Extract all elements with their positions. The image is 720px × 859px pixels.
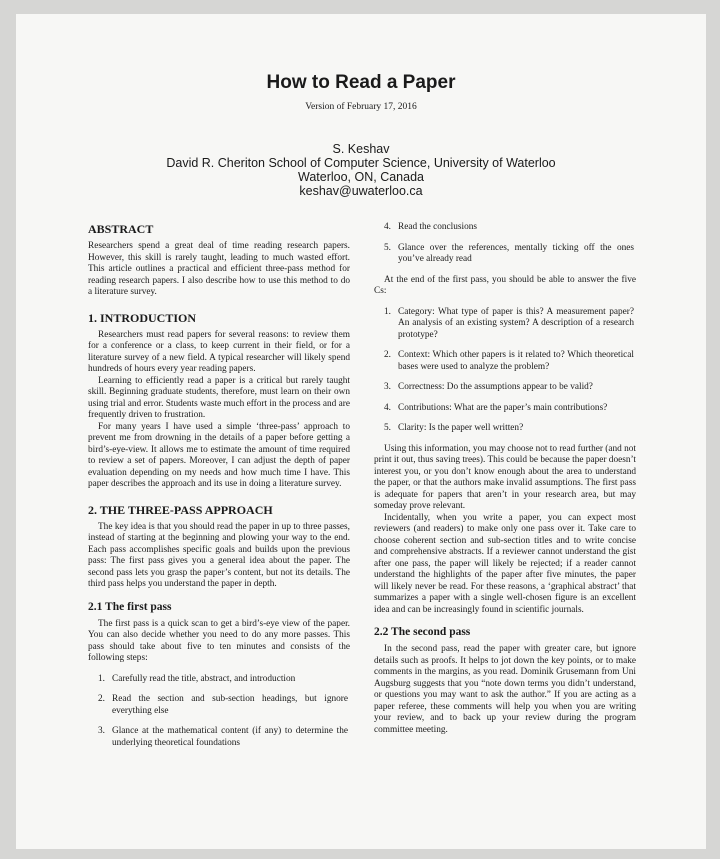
three-pass-heading: 2. THE THREE-PASS APPROACH [88, 502, 273, 517]
intro-paragraph-2: Learning to efficiently read a paper is a critical but rarely taught skill. Beginning graduate students, therefore, must learn on their own using trial and error. Students waste much effort in the process and are frequently driven to frustration. [88, 375, 350, 420]
five-cs-list [374, 307, 636, 435]
first-pass-paragraph-2: Using this information, you may choose not to read further (and not print it out, thus saving trees). This could be because the paper doesn’t interest you, or you don’t know enough about the area to understand the paper, or that the authors make invalid assumptions. The first pass is adequate for papers that aren’t in your research area, but may someday prove relevant. [374, 443, 636, 511]
list-item: 1. Carefully read the title, abstract, and introduction [98, 673, 296, 684]
intro-paragraph-3: For many years I have used a simple ‘three-pass’ approach to prevent me from drowning in the details of a paper before getting a bird’s-eye-view. It allows me to estimate the amount of time required to review a set of papers. Moreover, I can adjust the depth of paper evaluation depending on my needs and how much time I have. This paper describes the approach and its use in doing a literature survey. [88, 421, 350, 489]
list-item: 4. Contributions: What are the paper’s main contributions? [384, 402, 608, 413]
list-item: 1. Category: What type of paper is this? A measurement paper? An analysis of an existing system? A description of a research prototype? [384, 306, 634, 340]
abstract-heading: ABSTRACT [88, 222, 154, 236]
author-name: S. Keshav [332, 142, 390, 156]
right-column [374, 222, 636, 736]
first-pass-paragraph: The first pass is a quick scan to get a bird’s-eye view of the paper. You can also decide whether you need to do any more passes. This pass should take about five to ten minutes and consists of the following steps: [88, 618, 350, 663]
list-item: 3. Correctness: Do the assumptions appear to be valid? [384, 382, 593, 392]
author-location: Waterloo, ON, Canada [298, 170, 424, 184]
intro-paragraph-1: Researchers must read papers for several reasons: to review them for a conference or a class, to keep current in their field, or for a literature survey of a new field. A typical researcher will likely spend hundreds of hours every year reading papers. [88, 329, 350, 374]
list-item: 5. Glance over the references, mentally ticking off the ones you’ve already read [384, 242, 634, 264]
first-pass-steps-list [88, 674, 350, 750]
list-item: 3. Glance at the mathematical content (if any) to determine the underlying theoretical foundations [98, 726, 348, 748]
list-item: 4. Read the conclusions [384, 222, 478, 232]
second-pass-heading: 2.2 The second pass [374, 626, 471, 638]
three-pass-paragraph: The key idea is that you should read the paper in up to three passes, instead of starting at the beginning and plowing your way to the end. Each pass accomplishes specific goals and builds upon the previous pass: The first pass gives you a general idea about the paper. The second pass lets you grasp the paper’s content, but not its details. The third pass helps you understand the paper in depth. [88, 521, 350, 589]
first-pass-heading: 2.1 The first pass [88, 600, 172, 613]
intro-heading: 1. INTRODUCTION [88, 310, 197, 325]
author-email: keshav@uwaterloo.ca [299, 184, 423, 198]
abstract-text: Researchers spend a great deal of time reading research papers. However, this skill is rarely taught, leading to much wasted effort. This article outlines a practical and efficient three-pass method for reading research papers. I also describe how to use this method to do a literature survey. [88, 241, 350, 297]
paper-version: Version of February 17, 2016 [305, 102, 417, 112]
second-pass-paragraph: In the second pass, read the paper with greater care, but ignore details such as proofs. It helps to jot down the key points, or to make comments in the margins, as you read. Dominik Grusemann from Uni Augsburg suggests that you “note down terms you didn’t understand, or questions you may want to ask the author.” If you are acting as a paper referee, these comments will help you when you are writing your review, and to back up your review during the program committee meeting. [374, 644, 636, 735]
list-item: 2. Context: Which other papers is it related to? Which theoretical bases were used to analyze the problem? [384, 350, 634, 372]
first-pass-paragraph-3: Incidentally, when you write a paper, you can expect most reviewers (and readers) to make only one pass over it. Take care to choose coherent section and sub-section titles and to write concise and comprehensive abstracts. If a reviewer cannot understand the gist after one pass, the paper will likely be rejected; if a reader cannot understand the highlights of the paper after five minutes, the paper will likely never be read. For these reasons, a ‘graphical abstract’ that summarizes a paper with a single well-chosen figure is an excellent idea and can be increasingly found in scientific journals. [374, 512, 636, 615]
paper-page [16, 14, 706, 849]
list-item: 2. Read the section and sub-section headings, but ignore everything else [98, 694, 348, 716]
paper-title: How to Read a Paper [266, 72, 456, 93]
first-pass-steps-continued [374, 222, 636, 266]
five-cs-intro: At the end of the first pass, you should be able to answer the five Cs: [374, 274, 636, 296]
author-block [16, 142, 706, 198]
author-affiliation: David R. Cheriton School of Computer Science, University of Waterloo [166, 156, 556, 170]
left-column [88, 222, 350, 758]
list-item: 5. Clarity: Is the paper well written? [384, 423, 524, 433]
